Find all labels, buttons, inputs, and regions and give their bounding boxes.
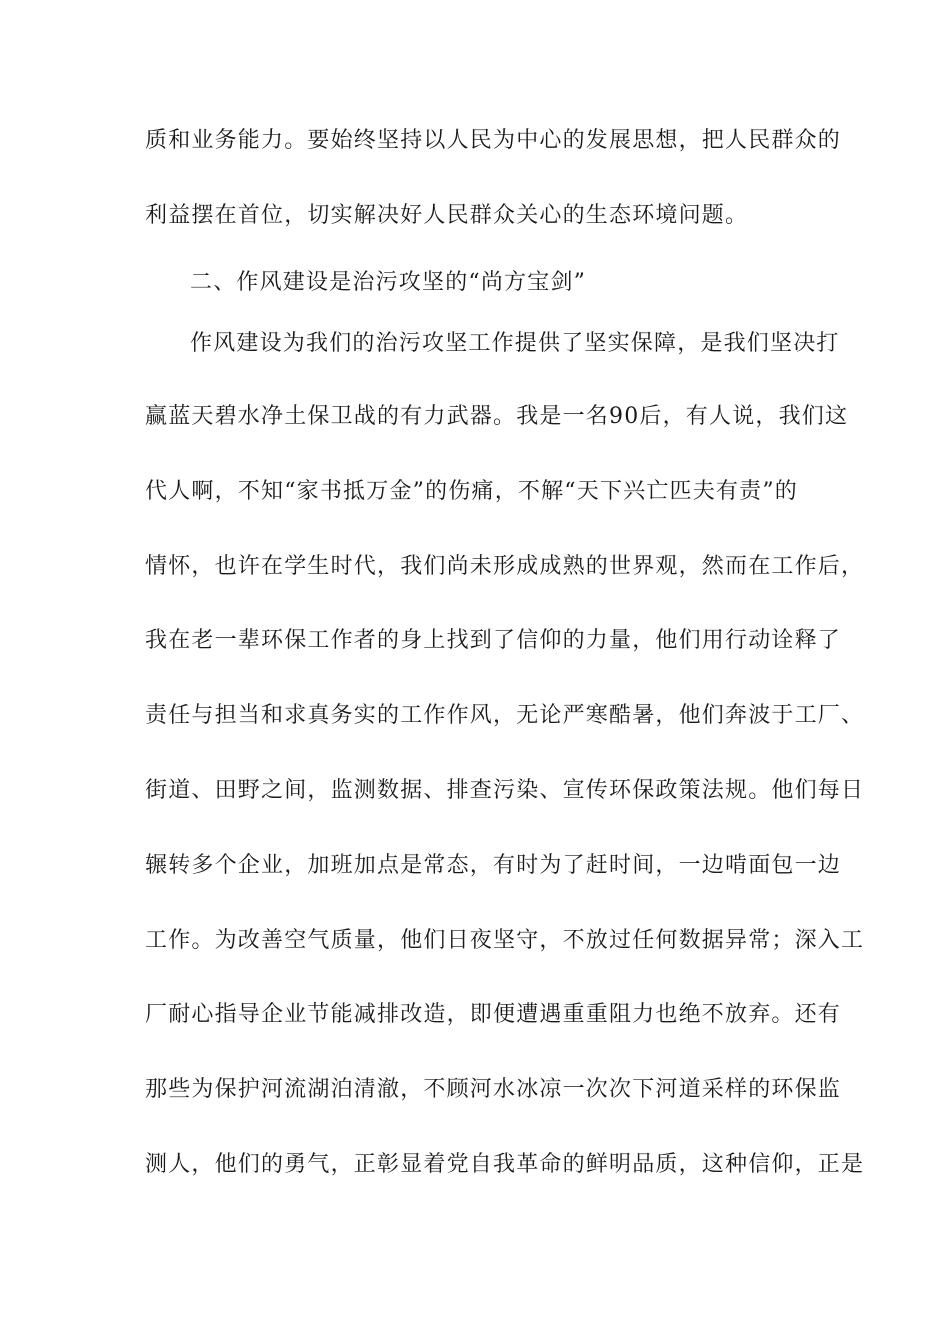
text-line: 情怀，也许在学生时代，我们尚未形成成熟的世界观，然而在工作后， [145, 554, 865, 579]
text-line: 利益摆在首位，切实解决好人民群众关心的生态环境问题。 [145, 203, 749, 228]
text-line: 我在老一辈环保工作者的身上找到了信仰的力量，他们用行动诠释了 [145, 628, 842, 653]
text-line: 工作。为改善空气质量，他们日夜坚守，不放过任何数据异常；深入工 [145, 928, 865, 953]
text-line: 厂耐心指导企业节能减排改造，即便遭遇重重阻力也绝不放弃。还有 [145, 1002, 842, 1027]
text-line: 作风建设为我们的治污攻坚工作提供了坚实保障，是我们坚决打 [190, 331, 840, 356]
text-line: 赢蓝天碧水净土保卫战的有力武器。我是一名90后，有人说，我们这 [145, 404, 849, 429]
text-line: 那些为保护河流湖泊清澈，不顾河水冰凉一次次下河道采样的环保监 [145, 1077, 842, 1102]
text-line: 辗转多个企业，加班加点是常态，有时为了赶时间，一边啃面包一边 [145, 853, 842, 878]
section-heading: 二、作风建设是治污攻坚的“尚方宝剑” [190, 270, 587, 295]
text-line: 质和业务能力。要始终坚持以人民为中心的发展思想，把人民群众的 [145, 128, 842, 153]
text-line: 街道、田野之间，监测数据、排查污染、宣传环保政策法规。他们每日 [145, 778, 865, 803]
text-line: 代人啊，不知“家书抵万金”的伤痛，不解“天下兴亡匹夫有责”的 [145, 479, 798, 504]
text-line: 责任与担当和求真务实的工作作风，无论严寒酷暑，他们奔波于工厂、 [145, 703, 865, 728]
text-line: 测人，他们的勇气，正彰显着党自我革命的鲜明品质，这种信仰，正是 [145, 1152, 865, 1177]
